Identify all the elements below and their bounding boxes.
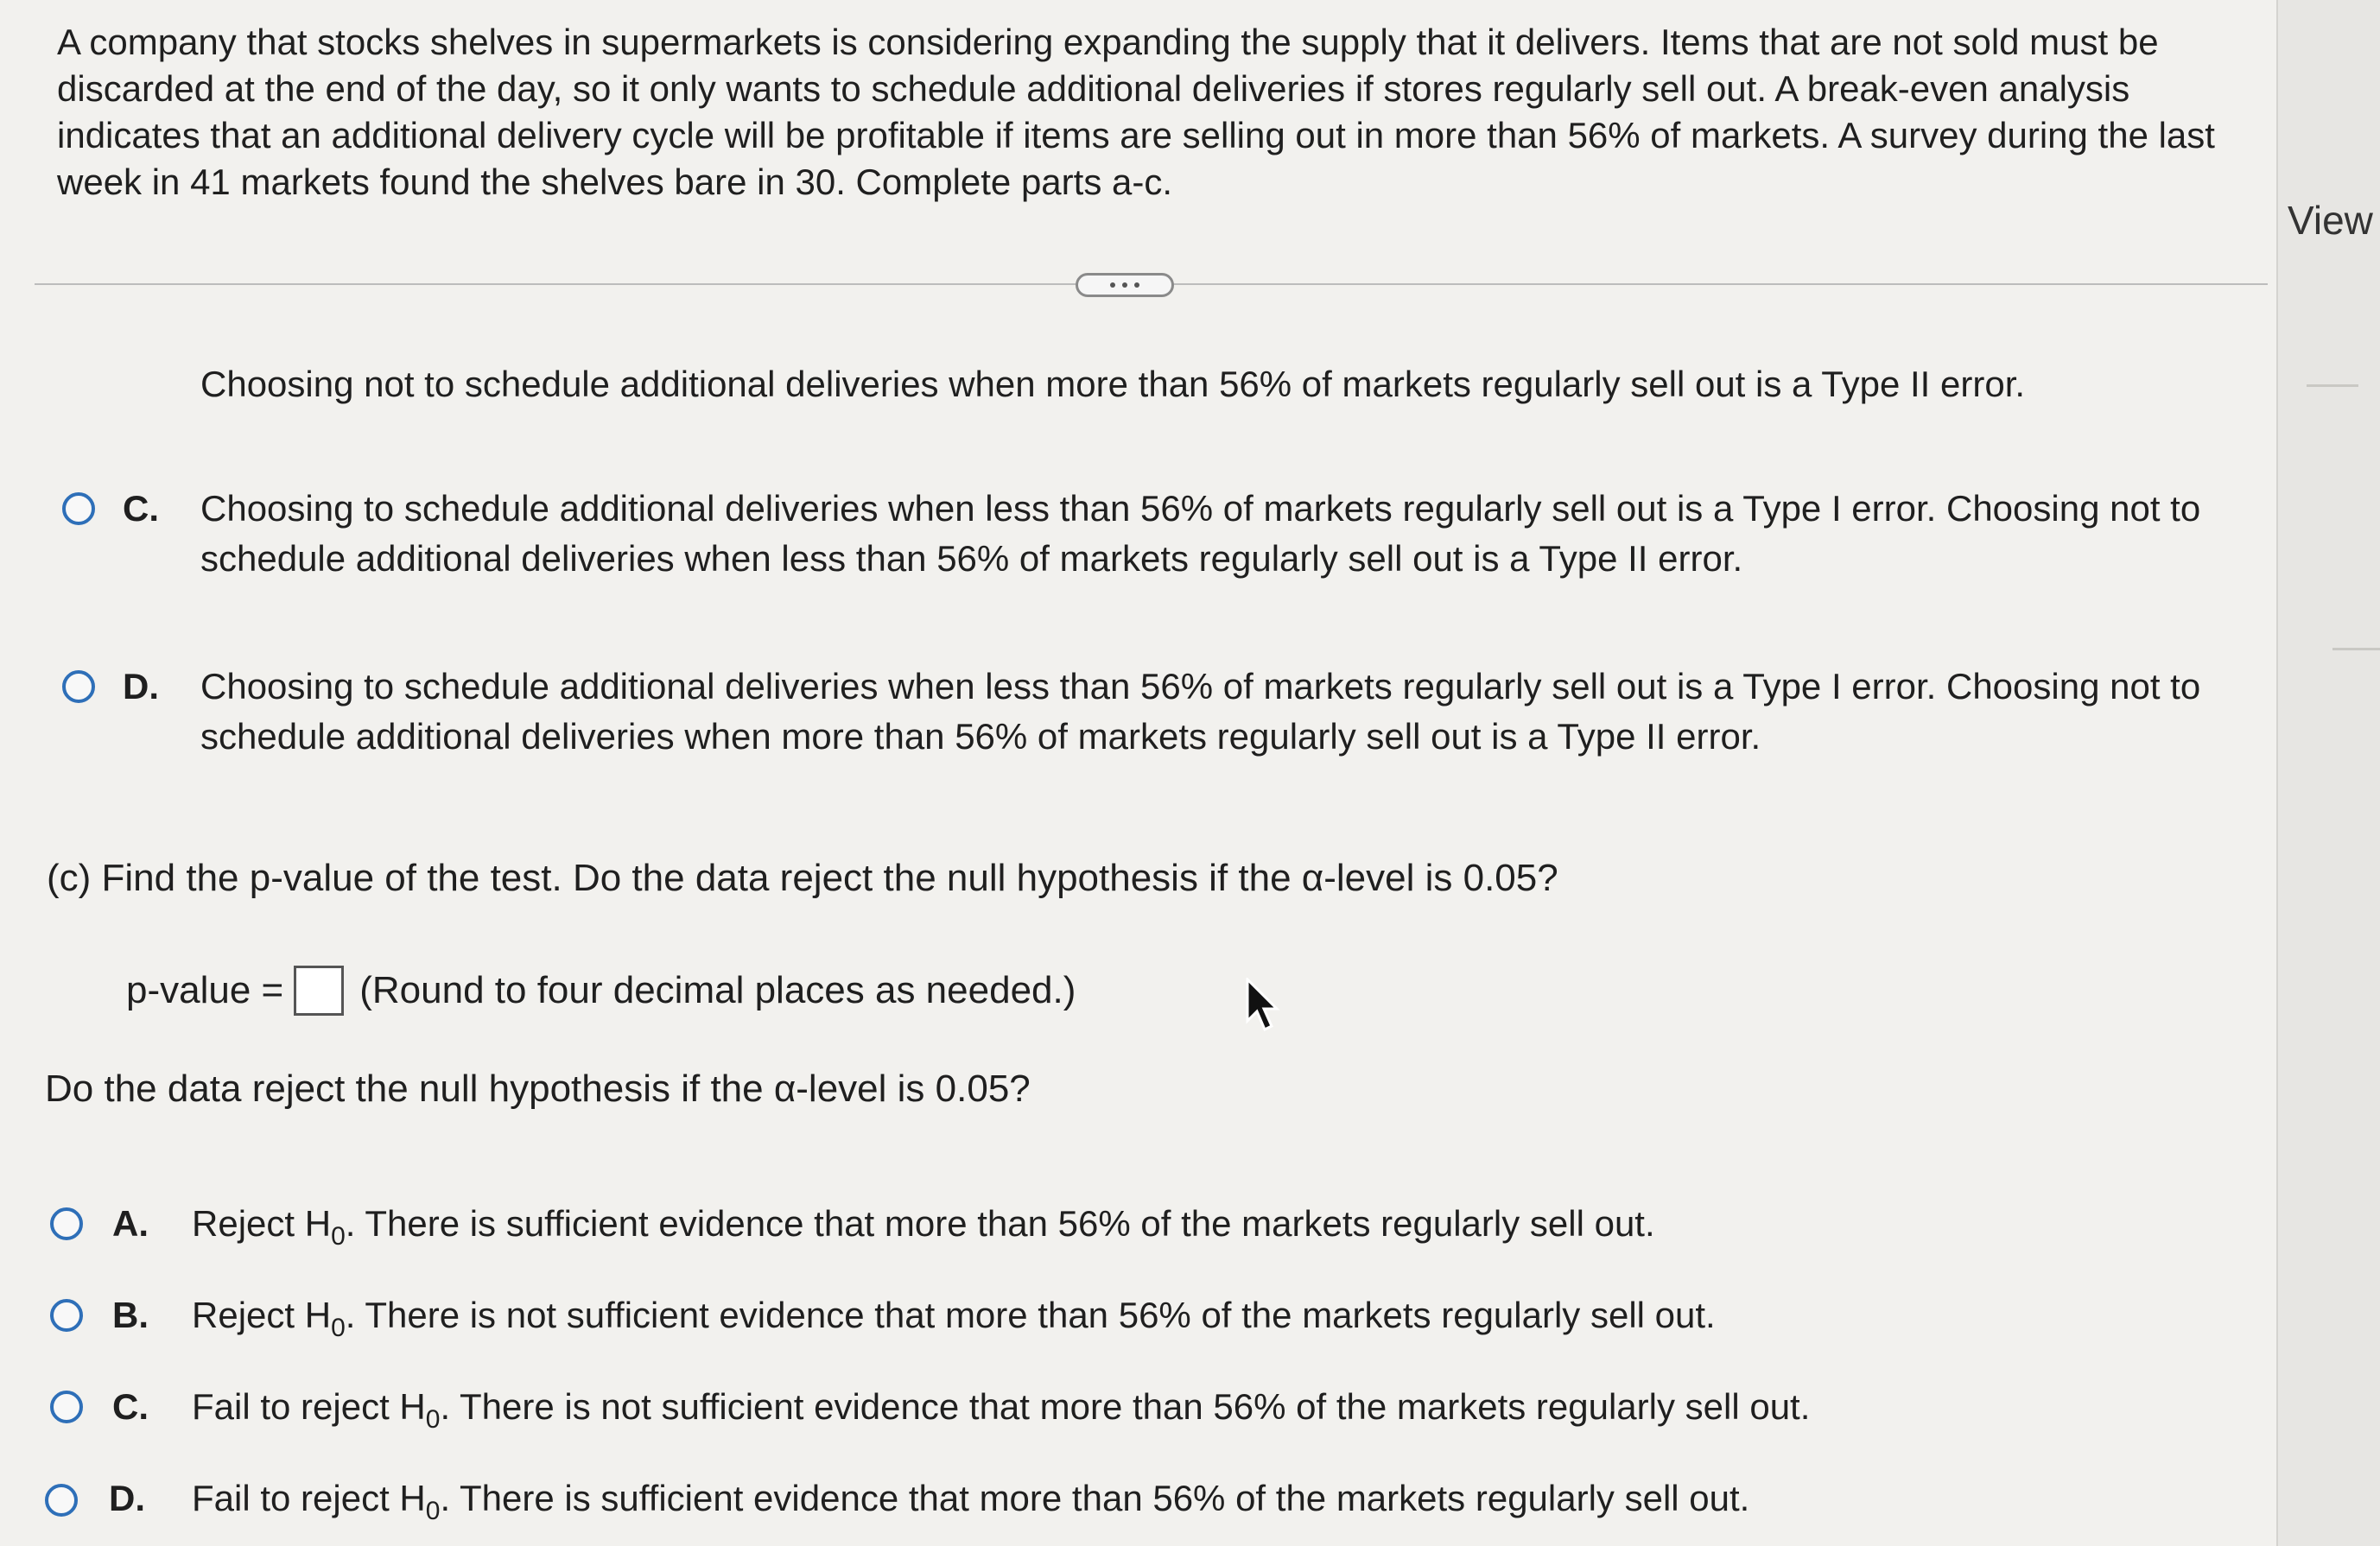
- part-c-option-d-text[interactable]: [192, 1473, 2231, 1536]
- option-text-pre: Reject H: [192, 1203, 332, 1244]
- pvalue-input[interactable]: [294, 966, 344, 1016]
- option-text-pre: Reject H: [192, 1295, 332, 1335]
- option-text-pre: Fail to reject H: [192, 1478, 426, 1518]
- option-text-post: . There is not sufficient evidence that more than 56% of the markets regularly sell out.: [345, 1295, 1716, 1335]
- pvalue-label: p-value =: [126, 969, 284, 1011]
- part-c-option-a-text[interactable]: [192, 1199, 2231, 1262]
- pvalue-row: [126, 966, 1076, 1016]
- part-c-option-a-letter: A.: [112, 1203, 149, 1244]
- ellipsis-dot-icon: [1122, 282, 1127, 288]
- part-c-option-a-radio[interactable]: [50, 1207, 83, 1240]
- part-c-option-b-radio[interactable]: [50, 1299, 83, 1332]
- sidebar-divider: [2332, 648, 2380, 650]
- option-text-post: . There is sufficient evidence that more than 56% of the markets regularly sell out.: [345, 1203, 1655, 1244]
- part-c-option-d-letter: D.: [109, 1478, 145, 1518]
- problem-statement: A company that stocks shelves in supermarkets is considering expanding the supply that it delivers. Items that are not sold must be discarded at the end of the day, so it only wants to schedule additional deliveries if stores regularly sell out. A break-even analysis indicates that an additional delivery cycle will be profitable if items are selling out in more than 56% of markets. A survey during the last week in 41 markets found the shelves bare in 30. Complete parts a-c.: [57, 22, 2215, 202]
- part-c-question-2: Do the data reject the null hypothesis if the α-level is 0.05?: [45, 1068, 1031, 1110]
- expand-more-button[interactable]: [1076, 273, 1174, 297]
- part-b-option-d-letter: D.: [123, 666, 159, 706]
- part-c-option-c-text[interactable]: [192, 1382, 2231, 1445]
- option-text-post: . There is not sufficient evidence that more than 56% of the markets regularly sell out.: [440, 1386, 1811, 1427]
- ellipsis-dot-icon: [1134, 282, 1139, 288]
- part-c-question: (c) Find the p-value of the test. Do the data reject the null hypothesis if the α-level is 0.05?: [47, 857, 1558, 899]
- option-text-post: . There is sufficient evidence that more than 56% of the markets regularly sell out.: [440, 1478, 1750, 1518]
- round-note: (Round to four decimal places as needed.): [359, 969, 1076, 1011]
- option-text-pre: Fail to reject H: [192, 1386, 426, 1427]
- subscript: 0: [331, 1222, 346, 1251]
- sidebar-divider: [2307, 384, 2358, 387]
- subscript: 0: [331, 1314, 346, 1342]
- part-b-option-d-text[interactable]: Choosing to schedule additional deliveries when less than 56% of markets regularly sell out is a Type I error. Choosing not to schedule additional deliveries when more than 56% of markets regularly sell out is a Type II error.: [200, 666, 2201, 757]
- part-b-option-continued-text: Choosing not to schedule additional deliveries when more than 56% of markets regularly sell out is a Type II error.: [200, 364, 2026, 404]
- part-c-option-b-text[interactable]: [192, 1290, 2231, 1353]
- part-c-option-c-letter: C.: [112, 1386, 149, 1427]
- part-c-option-b-letter: B.: [112, 1295, 149, 1335]
- part-b-option-c-text[interactable]: Choosing to schedule additional deliveries when less than 56% of markets regularly sell out is a Type I error. Choosing not to schedule additional deliveries when less than 56% of markets regularly sell out is a Type II error.: [200, 488, 2201, 579]
- part-b-option-c-radio[interactable]: [62, 492, 95, 525]
- part-b-option-c-letter: C.: [123, 488, 159, 529]
- ellipsis-dot-icon: [1110, 282, 1115, 288]
- mouse-cursor-icon: [1246, 978, 1280, 1033]
- view-tab[interactable]: View: [2288, 198, 2373, 243]
- part-b-option-d-radio[interactable]: [62, 670, 95, 703]
- part-c-option-c-radio[interactable]: [50, 1391, 83, 1423]
- part-c-option-d-radio[interactable]: [45, 1484, 78, 1517]
- subscript: 0: [425, 1405, 441, 1434]
- subscript: 0: [425, 1497, 441, 1525]
